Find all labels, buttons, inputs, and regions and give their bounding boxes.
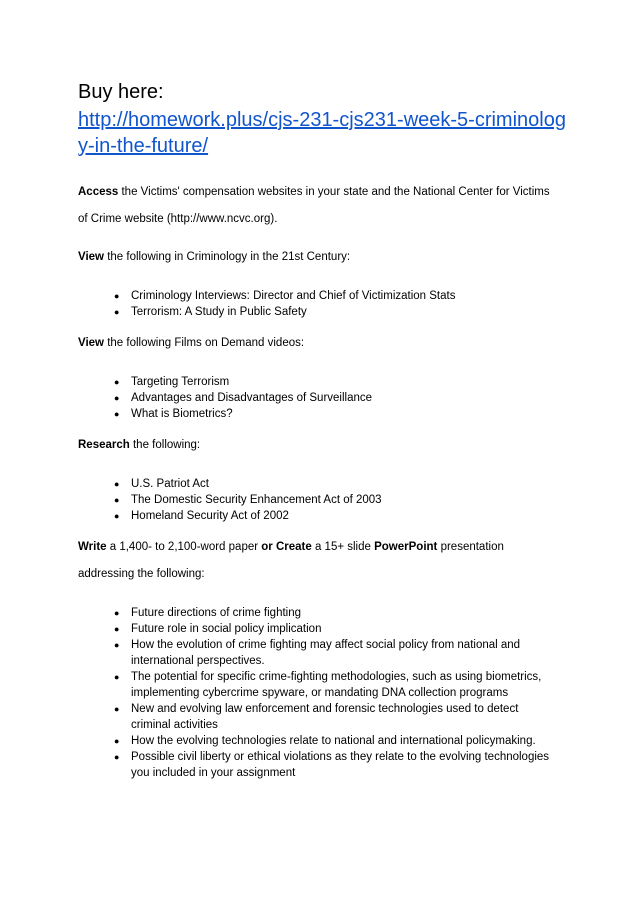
- research-text: the following:: [129, 439, 201, 451]
- buy-here-label: Buy here:: [78, 81, 164, 103]
- bullet-icon: ●: [114, 608, 120, 618]
- assignment-list: [78, 605, 568, 781]
- write-paragraph: Write a 1,400- to 2,100-word paper or Create a 15+ slide PowerPoint presentation addressing the following:: [78, 540, 568, 581]
- bullet-icon: ●: [114, 672, 120, 682]
- view-criminology-text: the following in Criminology in the 21st Century:: [104, 251, 351, 263]
- access-bold: Access: [78, 186, 119, 198]
- list-item: ● Advantages and Disadvantages of Surveillance: [114, 392, 373, 404]
- list-item: ● U.S. Patriot Act: [114, 478, 209, 490]
- access-paragraph: [78, 185, 568, 226]
- write-text-2: addressing the following:: [78, 568, 205, 580]
- list-item: ● The potential for specific crime-fighting methodologies, such as using biometrics, implementing cybercrime spyware, or mandating DNA collection programs: [114, 671, 542, 699]
- view-films-text: the following Films on Demand videos:: [104, 337, 305, 349]
- list-item: ● The Domestic Security Enhancement Act of 2003: [114, 494, 382, 506]
- view-criminology-bold: View: [78, 251, 104, 263]
- access-text-1: the Victims' compensation websites in your state and the National Center for Victims: [118, 186, 550, 198]
- list-item: ● How the evolution of crime fighting may affect social policy from national and international perspectives.: [114, 639, 521, 667]
- view-films-bold: View: [78, 337, 104, 349]
- list-item: ● Future role in social policy implication: [114, 623, 322, 635]
- powerpoint-bold: PowerPoint: [374, 541, 438, 553]
- buy-link[interactable]: http://homework.plus/cjs-231-cjs231-week-5-criminology-in-the-future/: [78, 109, 566, 157]
- films-list: [78, 374, 568, 422]
- list-item: ● Targeting Terrorism: [114, 376, 230, 388]
- list-item: ● Criminology Interviews: Director and Chief of Victimization Stats: [114, 290, 456, 302]
- list-item: ● Homeland Security Act of 2002: [114, 510, 289, 522]
- bullet-icon: ●: [114, 736, 120, 746]
- bullet-icon: ●: [114, 377, 120, 387]
- research-paragraph: [78, 438, 568, 452]
- list-item: ● New and evolving law enforcement and forensic technologies used to detect criminal activities: [114, 703, 519, 731]
- criminology-list: [78, 288, 568, 320]
- write-bold: Write: [78, 541, 107, 553]
- list-item: ● How the evolving technologies relate to national and international policymaking.: [114, 735, 536, 747]
- bullet-icon: ●: [114, 479, 120, 489]
- or-create-bold: or Create: [261, 541, 312, 553]
- bullet-icon: ●: [114, 640, 120, 650]
- bullet-icon: ●: [114, 495, 120, 505]
- access-text-2: of Crime website (http://www.ncvc.org).: [78, 213, 278, 225]
- view-films-paragraph: [78, 336, 568, 350]
- list-item: ● Future directions of crime fighting: [114, 607, 302, 619]
- research-bold: Research: [78, 439, 130, 451]
- list-item: ● Terrorism: A Study in Public Safety: [114, 306, 307, 318]
- bullet-icon: ●: [114, 291, 120, 301]
- research-list: [78, 476, 568, 524]
- bullet-icon: ●: [114, 624, 120, 634]
- bullet-icon: ●: [114, 307, 120, 317]
- bullet-icon: ●: [114, 393, 120, 403]
- view-criminology-paragraph: [78, 250, 568, 264]
- document-content: [78, 79, 568, 781]
- bullet-icon: ●: [114, 409, 120, 419]
- list-item: ● Possible civil liberty or ethical violations as they relate to the evolving technologies you included in your assignment: [114, 751, 550, 779]
- bullet-icon: ●: [114, 511, 120, 521]
- list-item: ● What is Biometrics?: [114, 408, 233, 420]
- bullet-icon: ●: [114, 704, 120, 714]
- bullet-icon: ●: [114, 752, 120, 762]
